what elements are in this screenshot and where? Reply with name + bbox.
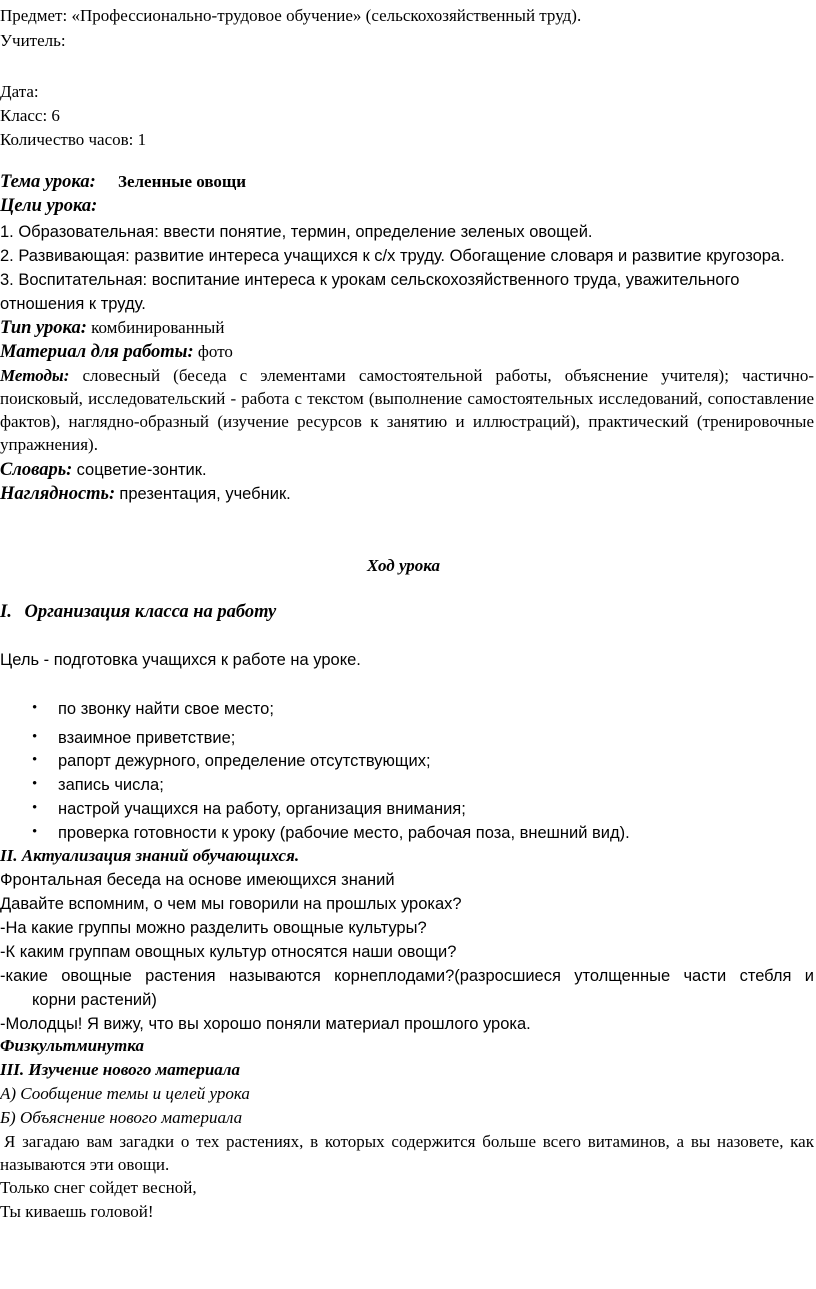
section2-line: Фронтальная беседа на основе имеющихся знаний <box>0 871 395 889</box>
list-item: по звонку найти свое место; <box>58 700 274 718</box>
phys-break: Физкультминутка <box>0 1036 144 1055</box>
methods-value: словесный (беседа с элементами самостоятельной работы, объяснение учителя); частично-поисковый, исследовательский - работа с текстом (выполнение самостоятельных исследований, сопоставление фактов), наглядно-образный (изучение ресурсов к занятию и иллюстраций), практический (тренировочные упражнения). <box>0 366 814 454</box>
goal-item: 1. Образовательная: ввести понятие, термин, определение зеленых овощей. <box>0 223 593 241</box>
goal-item: 2. Развивающая: развитие интереса учащихся к с/х труду. Обогащение словаря и развитие кругозора. <box>0 247 785 265</box>
date-line: Дата: <box>0 82 39 101</box>
section1-number: I. <box>0 602 12 622</box>
list-item: проверка готовности к уроку (рабочие место, рабочая поза, внешний вид). <box>58 824 630 842</box>
material-line <box>0 342 233 362</box>
list-item: взаимное приветствие; <box>58 729 236 747</box>
methods-paragraph <box>0 364 814 456</box>
bullet-icon: • <box>32 752 38 768</box>
goals-label: Цели урока: <box>0 196 98 216</box>
riddle-line: Ты киваешь головой! <box>0 1202 154 1221</box>
topic-label: Тема урока: <box>0 172 96 192</box>
bullet-icon: • <box>32 729 38 745</box>
vocabulary-line <box>0 460 207 480</box>
riddle-line: Только снег сойдет весной, <box>0 1178 197 1197</box>
visuals-line <box>0 484 291 504</box>
hours-line: Количество часов: 1 <box>0 130 147 149</box>
teacher-line: Учитель: <box>0 31 66 50</box>
list-item: рапорт дежурного, определение отсутствующих; <box>58 752 431 770</box>
bullet-icon: • <box>32 800 38 816</box>
section1-title: Организация класса на работу <box>24 602 277 622</box>
visuals-label: Наглядность: <box>0 484 116 504</box>
goal-item: отношения к труду. <box>0 295 146 313</box>
class-line: Класс: 6 <box>0 106 60 125</box>
visuals-value: презентация, учебник. <box>119 485 291 503</box>
vocabulary-value: соцветие-зонтик. <box>76 461 207 479</box>
bullet-icon: • <box>32 776 38 792</box>
lesson-type-label: Тип урока: <box>0 318 87 338</box>
list-item: настрой учащихся на работу, организация внимания; <box>58 800 466 818</box>
topic-line <box>0 172 246 192</box>
course-title: Ход урока <box>367 556 440 575</box>
section3-sub-a: А) Сообщение темы и целей урока <box>0 1084 250 1103</box>
vocabulary-label: Словарь: <box>0 460 73 480</box>
riddle-intro: Я загадаю вам загадки о тех растениях, в которых содержится больше всего витаминов, а вы назовете, как называются эти овощи. <box>0 1132 814 1174</box>
section1-heading <box>0 602 276 622</box>
section1-goal: Цель - подготовка учащихся к работе на уроке. <box>0 651 361 669</box>
root-question: -какие овощные растения называются корнеплодами?(разросшиеся утолщенные части стебля и <box>0 967 814 985</box>
section2-line: -На какие группы можно разделить овощные культуры? <box>0 919 427 937</box>
section2-title: II. Актуализация знаний обучающихся. <box>0 846 300 865</box>
material-value: фото <box>197 342 233 361</box>
section3-title: III. Изучение нового материала <box>0 1060 240 1079</box>
list-item: запись числа; <box>58 776 164 794</box>
material-label: Материал для работы: <box>0 342 194 362</box>
section3-sub-b: Б) Объяснение нового материала <box>0 1108 243 1127</box>
methods-label: Методы: <box>0 366 70 385</box>
goal-item: 3. Воспитательная: воспитание интереса к урокам сельскохозяйственного труда, уважительного <box>0 271 740 289</box>
bullet-icon: • <box>32 700 38 716</box>
bullet-icon: • <box>32 824 38 840</box>
praise-line: -Молодцы! Я вижу, что вы хорошо поняли материал прошлого урока. <box>0 1015 531 1033</box>
section2-line: Давайте вспомним, о чем мы говорили на прошлых уроках? <box>0 895 462 913</box>
lesson-type-value: комбинированный <box>91 318 225 337</box>
section2-line: -К каким группам овощных культур относятся наши овощи? <box>0 943 457 961</box>
root-question-cont: корни растений) <box>32 991 157 1009</box>
topic-value: Зеленные овощи <box>117 172 247 191</box>
lesson-type-line <box>0 318 224 338</box>
subject-line: Предмет: «Профессионально-трудовое обучение» (сельскохозяйственный труд). <box>0 6 582 25</box>
